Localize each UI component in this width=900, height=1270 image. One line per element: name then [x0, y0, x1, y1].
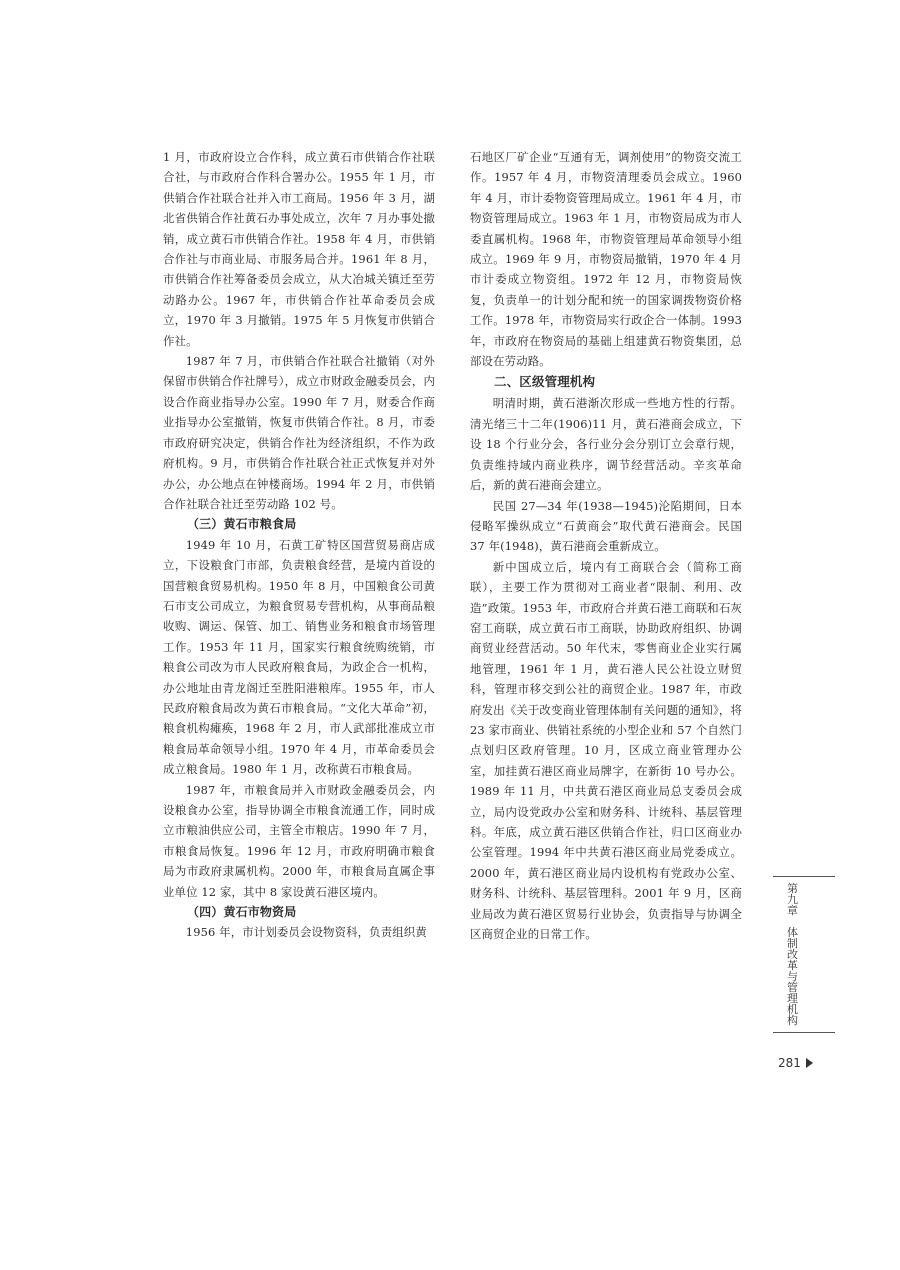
paragraph: 石地区厂矿企业“互通有无，调剂使用”的物资交流工作。1957 年 4 月，市物资清理委员会成立。1960 年 4 月，市计委物资管理局成立。1961 年 4 月，市物资管理局成立。1963 年 1 月，市物资局成为市人委直属机构。1968 年，市物资管理局革命领导小组成立。1969 年 9 月，市物资局撤销，1970 年 4 月市计委成立物资组。1972 年 12 月，市物资局恢复，负责单一的计划分配和统一的国家调拨物资价格工作。1978 年，市物资局实行政企合一体制。1993 年，市政府在物资局的基础上组建黄石物资集团，总部设在劳动路。 — [470, 150, 742, 369]
chapter-char: 改 — [787, 948, 798, 961]
chapter-label — [787, 883, 835, 1026]
triangle-right-icon — [806, 1058, 813, 1068]
chapter-char: 机 — [787, 1003, 798, 1016]
paragraph: 1987 年，市粮食局并入市财政金融委员会，内设粮食办公室，指导协调全市粮食流通工作，同时成立市粮油供应公司，主管全市粮店。1990 年 7 月，市粮食局恢复。1996 年 12 月，市政府明确市粮食局为市政府隶属机构。2000 年，市粮食局直属企事业单位 12 家，其中 8 家设黄石港区境内。 — [163, 782, 435, 899]
divider-bottom — [773, 1032, 835, 1033]
chapter-char: 九 — [787, 893, 798, 906]
chapter-char: 构 — [787, 1014, 798, 1027]
left-column — [163, 147, 435, 943]
chapter-char: 理 — [787, 992, 798, 1005]
right-column — [470, 147, 742, 944]
section-heading-district-agencies: 二、区级管理机构 — [494, 374, 596, 390]
chapter-char: 制 — [787, 937, 798, 950]
chapter-char: 与 — [787, 970, 798, 983]
section-heading-material-bureau: （四）黄石市物资局 — [187, 905, 297, 920]
section-heading-grain-bureau: （三）黄石市粮食局 — [187, 517, 297, 532]
chapter-char: 革 — [787, 959, 798, 972]
chapter-char: 第 — [787, 882, 798, 895]
chapter-side-tab — [773, 876, 835, 1033]
page-number-text: 281 — [778, 1056, 801, 1070]
chapter-char: 章 — [787, 904, 798, 917]
paragraph: 新中国成立后，境内有工商联合会（简称工商联），主要工作为贯彻对工商业者“限制、利用、改造”政策。1953 年，市政府合并黄石港工商联和石灰窑工商联，成立黄石市工商联，协助政府组织、协调商贸业经营活动。50 年代末，零售商业企业实行属地管理，1961 年 1 月，黄石港人民公社设立财贸科，管理市移交到公社的商贸企业。1987 年，市政府发出《关于改变商业管理体制有关问题的通知》，将 23 家市商业、供销社系统的小型企业和 57 个自然门点划归区政府管理。10 月，区成立商业管理办公室，加挂黄石港区商业局牌字，在新街 10 号办公。1989 年 11 月，中共黄石港区商业局总支委员会成立，局内设党政办公室和财务科、计统科、基层管理科。年底，成立黄石港区供销合作社，归口区商业办公室管理。1994 年中共黄石港区商业局党委成立。2000 年，黄石港区商业局内设机构有党政办公室、财务科、计统科、基层管理科。2001 年 9 月，区商业局改为黄石港区贸易行业协会，负责指导与协调全区商贸企业的日常工作。 — [470, 559, 742, 942]
paragraph: 1956 年，市计划委员会设物资科，负责组织黄 — [185, 925, 427, 940]
chapter-char: 体 — [787, 926, 798, 939]
paragraph: 1987 年 7 月，市供销合作社联合社撤销（对外保留市供销合作社牌号），成立市财政金融委员会，内设合作商业指导办公室。1990 年 7 月，财委合作商业指导办公室撤销，恢复市供销合作社。8 月，市委市政府研究决定，供销合作社为经济组织，不作为政府机构。9 月，市供销合作社联合社正式恢复并对外办公，办公地点在钟楼商场。1994 年 2 月，市供销合作社联合社迁至劳动路 102 号。 — [163, 354, 435, 511]
paragraph: 明清时期，黄石港渐次形成一些地方性的行帮。清光绪三十二年(1906)11 月，黄石港商会成立，下设 18 个行业分会，各行业分会分别订立会章行规，负责维持域内商业秩序，调节经营活动。辛亥革命后，新的黄石港商会建立。 — [470, 396, 742, 493]
paragraph: 1949 年 10 月，石黄工矿特区国营贸易商店成立，下设粮食门市部，负责粮食经营，是境内首设的国营粮食贸易机构。1950 年 8 月，中国粮食公司黄石市支公司成立，为粮食贸易专营机构，从事商品粮收购、调运、保管、加工、销售业务和粮食市场管理工作。1953 年 11 月，国家实行粮食统购统销，市粮食公司改为市人民政府粮食局，为政企合一机构，办公地址由青龙阁迁至胜阳港粮库。1955 年，市人民政府粮食局改为黄石市粮食局。“文化大革命”初，粮食机构瘫痪，1968 年 2 月，市人武部批准成立市粮食局革命领导小组。1970 年 4 月，市革命委员会成立粮食局。1980 年 1 月，改称黄石市粮食局。 — [163, 537, 435, 777]
chapter-char: 管 — [787, 981, 798, 994]
divider-top — [773, 876, 835, 877]
paragraph: 民国 27—34 年(1938—1945)沦陷期间，日本侵略军操纵成立“石黄商会”取代黄石港商会。民国 37 年(1948)，黄石港商会重新成立。 — [470, 498, 742, 554]
page-number — [778, 1056, 813, 1070]
paragraph: 1 月，市政府设立合作科，成立黄石市供销合作社联合社，与市政府合作科合署办公。1955 年 1 月，市供销合作社联合社并入市工商局。1956 年 3 月，湖北省供销合作社黄石办事处成立，次年 7 月办事处撤销，成立黄石市供销合作社。1958 年 4 月，市供销合作社与市商业局、市服务局合并。1961 年 8 月，市供销合作社筹备委员会成立，从大冶城关镇迁至劳动路办公。1967 年，市供销合作社革命委员会成立，1970 年 3 月撤销。1975 年 5 月恢复市供销合作社。 — [163, 150, 435, 348]
